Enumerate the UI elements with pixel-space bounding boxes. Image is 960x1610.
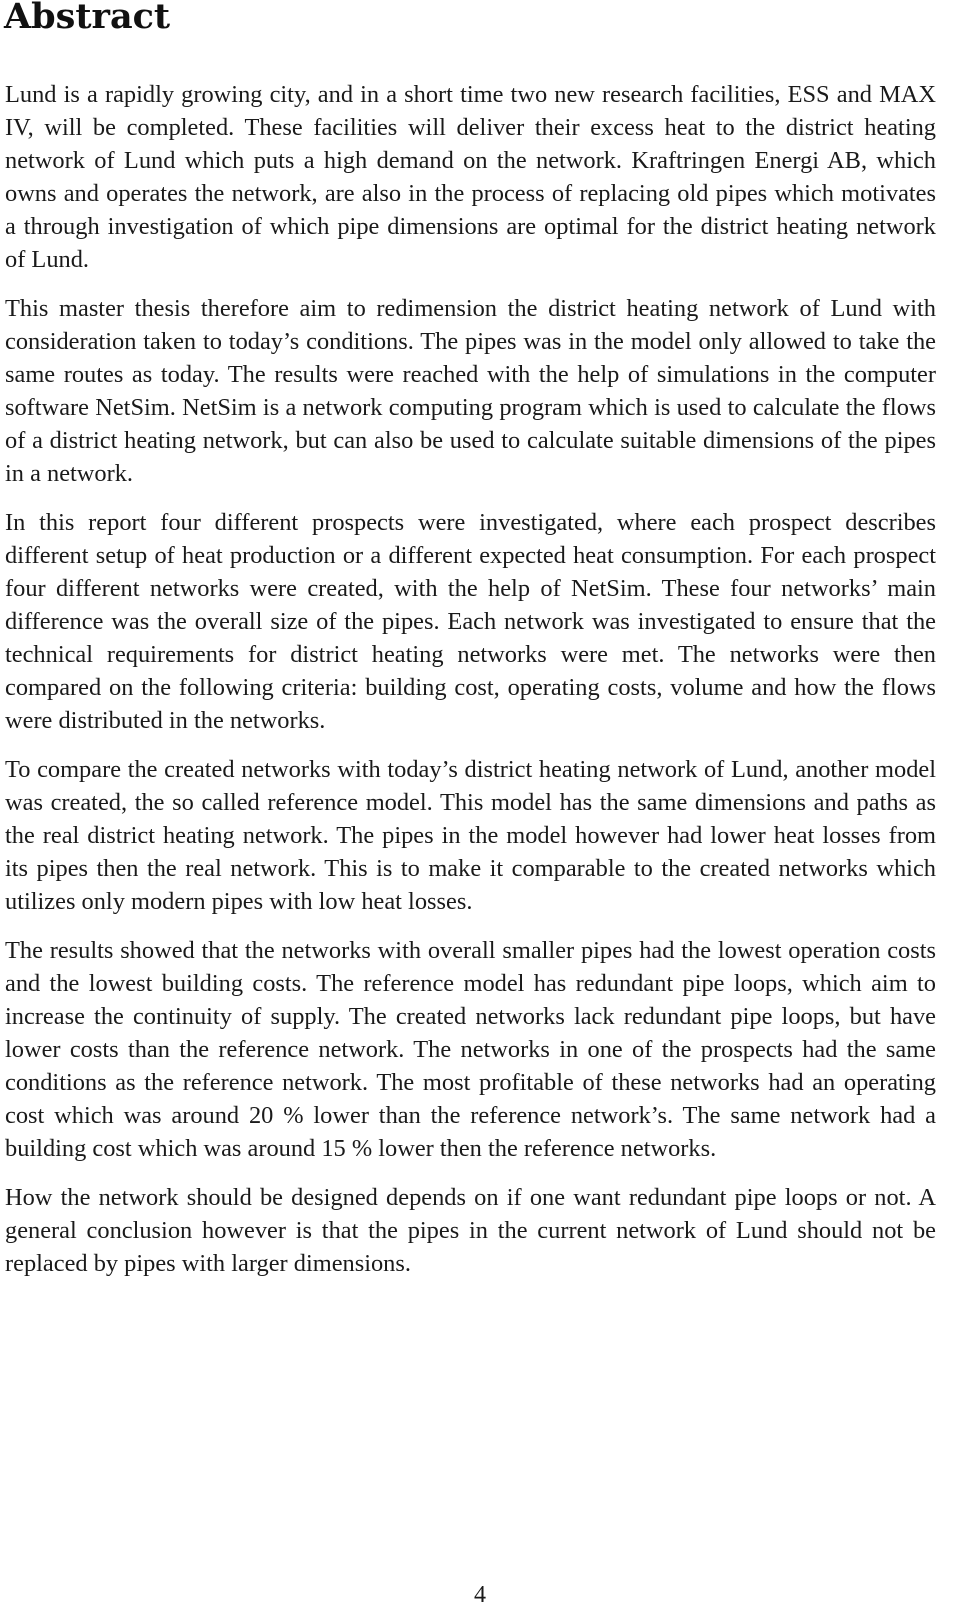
paragraph-6: How the network should be designed depends on if one want redundant pipe loops or not. A general conclusion however is that the pipes in the current network of Lund should not be replaced by pipes with larger dimensions.: [5, 1184, 936, 1277]
paragraph-4: To compare the created networks with today’s district heating network of Lund, another model was created, the so called reference model. This model has the same dimensions and paths as the real district heating network. The pipes in the model however had lower heat losses from its pipes then the real network. This is to make it comparable to the created networks which utilizes only modern pipes with low heat losses.: [5, 756, 936, 915]
paragraph-3: In this report four different prospects were investigated, where each prospect describes different setup of heat production or a different expected heat consumption. For each prospect four different networks were created, with the help of NetSim. These four networks’ main difference was the overall size of the pipes. Each network was investigated to ensure that the technical requirements for district heating networks were met. The networks were then compared on the following criteria: building cost, operating costs, volume and how the flows were distributed in the networks.: [5, 509, 936, 734]
abstract-body: [5, 78, 936, 1296]
paragraph-1: Lund is a rapidly growing city, and in a short time two new research facilities, ESS and MAX IV, will be completed. These facilities will deliver their excess heat to the district heating network of Lund which puts a high demand on the network. Kraftringen Energi AB, which owns and operates the network, are also in the process of replacing old pipes which motivates a through investigation of which pipe dimensions are optimal for the district heating network of Lund.: [5, 81, 936, 273]
paragraph-2: This master thesis therefore aim to redimension the district heating network of Lund with consideration taken to today’s conditions. The pipes was in the model only allowed to take the same routes as today. The results were reached with the help of simulations in the computer software NetSim. NetSim is a network computing program which is used to calculate the flows of a district heating network, but can also be used to calculate suitable dimensions of the pipes in a network.: [5, 295, 936, 487]
section-title: Abstract: [4, 0, 171, 37]
paragraph-5: The results showed that the networks with overall smaller pipes had the lowest operation costs and the lowest building costs. The reference model has redundant pipe loops, which aim to increase the continuity of supply. The created networks lack redundant pipe loops, but have lower costs than the reference network. The networks in one of the prospects had the same conditions as the reference network. The most profitable of these networks had an operating cost which was around 20 % lower than the reference network’s. The same network had a building cost which was around 15 % lower then the reference networks.: [5, 937, 936, 1162]
page-number: 4: [474, 1582, 486, 1608]
